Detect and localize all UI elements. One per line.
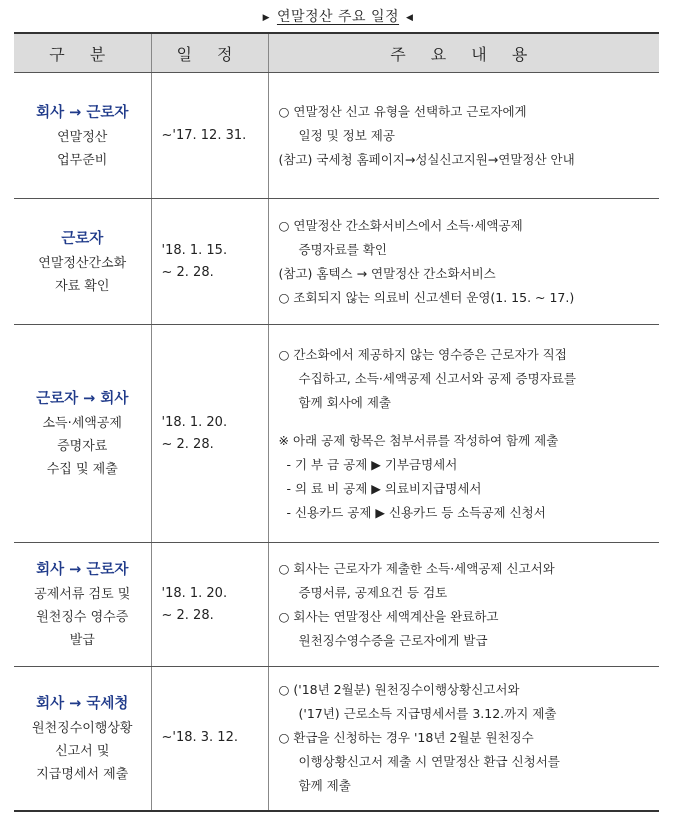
date-cell bbox=[151, 325, 268, 543]
header-schedule: 일 정 bbox=[151, 33, 268, 73]
schedule-table bbox=[14, 32, 659, 812]
category-text: 업무준비 bbox=[57, 152, 108, 168]
category-cell bbox=[14, 199, 151, 325]
content-line: ○ 간소화에서 제공하지 않는 영수증은 근로자가 직접 bbox=[278, 346, 567, 362]
date-cell bbox=[151, 667, 268, 811]
header-category: 구 분 bbox=[14, 33, 151, 73]
content-line: 함께 제출 bbox=[298, 778, 351, 794]
content-cell bbox=[268, 325, 659, 543]
page-title bbox=[0, 6, 676, 26]
category-text: 원천징수이행상황 bbox=[32, 720, 133, 736]
category-cell bbox=[14, 667, 151, 811]
date-cell bbox=[151, 543, 268, 667]
category-text: 신고서 및 bbox=[55, 743, 110, 759]
content-line: 일정 및 정보 제공 bbox=[298, 127, 395, 143]
content-cell bbox=[268, 543, 659, 667]
content-line: ○ 회사는 연말정산 세액계산을 완료하고 bbox=[278, 608, 499, 624]
date-cell bbox=[151, 73, 268, 199]
flow-label: 근로자 bbox=[61, 230, 104, 247]
category-cell bbox=[14, 73, 151, 199]
category-text: 공제서류 검토 및 bbox=[34, 587, 131, 602]
content-line: (참고) 홈텍스 → 연말정산 간소화서비스 bbox=[278, 265, 496, 281]
flow-label: 근로자 → 회사 bbox=[36, 391, 129, 407]
content-line: - 의 료 비 공제 ▶ 의료비지급명세서 bbox=[286, 480, 482, 496]
date-text: ~'17. 12. 31. bbox=[161, 127, 247, 143]
category-cell bbox=[14, 325, 151, 543]
category-text: 소득·세액공제 bbox=[42, 416, 122, 431]
content-line: ○ 연말정산 신고 유형을 선택하고 근로자에게 bbox=[278, 103, 527, 119]
content-line: ○ 연말정산 간소화서비스에서 소득·세액공제 bbox=[278, 217, 523, 233]
content-line: - 신용카드 공제 ▶ 신용카드 등 소득공제 신청서 bbox=[286, 504, 546, 520]
content-cell bbox=[268, 667, 659, 811]
content-line: 수집하고, 소득·세액공제 신고서와 공제 증명자료를 bbox=[298, 370, 576, 386]
content-line: ('17년) 근로소득 지급명세서를 3.12.까지 제출 bbox=[298, 706, 557, 722]
content-line: ○ 조회되지 않는 의료비 신고센터 운영(1. 15. ~ 17.) bbox=[278, 289, 575, 305]
date-text: ~ 2. 28. bbox=[161, 264, 214, 280]
header-row bbox=[14, 33, 659, 73]
content-line: (참고) 국세청 홈페이지→성실신고지원→연말정산 안내 bbox=[278, 151, 575, 167]
left-triangle-icon: ◀ bbox=[406, 13, 414, 23]
flow-label: 회사 → 근로자 bbox=[36, 562, 129, 578]
content-line: ○ 회사는 근로자가 제출한 소득·세액공제 신고서와 bbox=[278, 560, 555, 576]
table-row bbox=[14, 199, 659, 325]
date-text: ~'18. 3. 12. bbox=[161, 730, 238, 746]
category-cell bbox=[14, 543, 151, 667]
table-row bbox=[14, 73, 659, 199]
table-row bbox=[14, 667, 659, 811]
content-cell bbox=[268, 73, 659, 199]
header-content: 주 요 내 용 bbox=[268, 33, 659, 73]
flow-label: 회사 → 근로자 bbox=[36, 104, 129, 121]
content-line: 증명서류, 공제요건 등 검토 bbox=[298, 584, 448, 600]
date-text: '18. 1. 20. bbox=[161, 585, 228, 601]
category-text: 지급명세서 제출 bbox=[36, 766, 129, 782]
category-text: 자료 확인 bbox=[55, 278, 110, 294]
date-text: ~ 2. 28. bbox=[161, 436, 214, 452]
table-row bbox=[14, 325, 659, 543]
date-text: '18. 1. 20. bbox=[161, 414, 228, 430]
content-line: ○ 환급을 신청하는 경우 '18년 2월분 원천징수 bbox=[278, 730, 534, 746]
category-text: 발급 bbox=[69, 633, 95, 648]
category-text: 연말정산 bbox=[57, 129, 108, 145]
content-line: 함께 회사에 제출 bbox=[298, 394, 391, 410]
flow-label: 회사 → 국세청 bbox=[36, 695, 129, 712]
table-row bbox=[14, 543, 659, 667]
date-text: '18. 1. 15. bbox=[161, 242, 228, 258]
category-text: 원천징수 영수증 bbox=[36, 610, 129, 625]
content-line: 증명자료를 확인 bbox=[298, 241, 387, 257]
content-line: - 기 부 금 공제 ▶ 기부금명세서 bbox=[286, 456, 458, 472]
right-triangle-icon: ▶ bbox=[262, 13, 270, 23]
content-line: ※ 아래 공제 항목은 첨부서류를 작성하여 함께 제출 bbox=[278, 432, 559, 448]
date-text: ~ 2. 28. bbox=[161, 607, 214, 623]
content-line: 원천징수영수증을 근로자에게 발급 bbox=[298, 632, 488, 648]
content-line: ○ ('18년 2월분) 원천징수이행상황신고서와 bbox=[278, 682, 520, 698]
category-text: 수집 및 제출 bbox=[46, 462, 118, 477]
category-text: 연말정산간소화 bbox=[38, 255, 127, 271]
category-text: 증명자료 bbox=[57, 439, 108, 454]
date-cell bbox=[151, 199, 268, 325]
title-text: 연말정산 주요 일정 bbox=[276, 9, 400, 25]
content-cell bbox=[268, 199, 659, 325]
content-line: 이행상황신고서 제출 시 연말정산 환급 신청서를 bbox=[298, 754, 560, 770]
